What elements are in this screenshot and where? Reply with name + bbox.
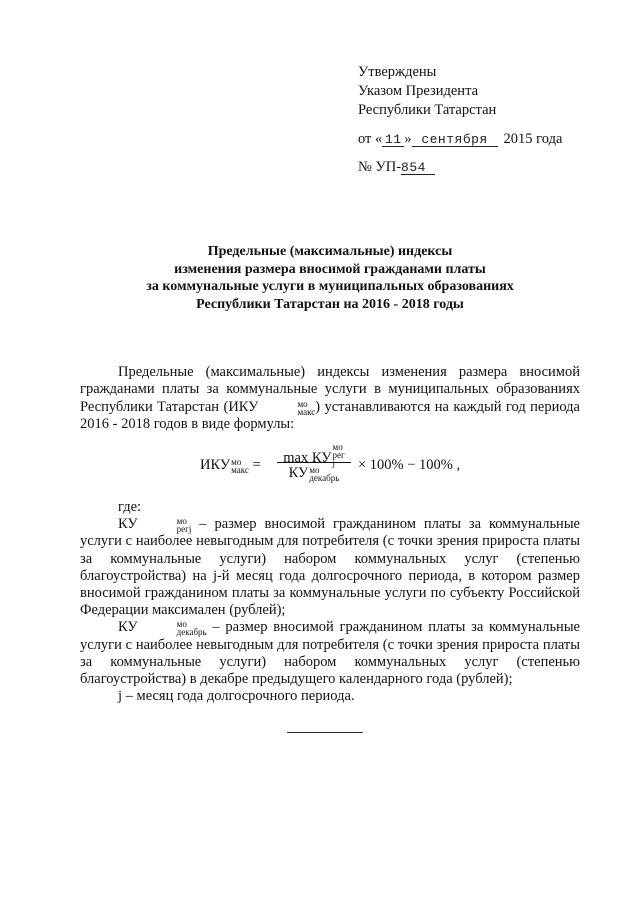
approval-line-3: Республики Татарстан	[358, 102, 497, 118]
intro-paragraph	[80, 364, 580, 434]
title-line-1: Предельные (максимальные) индексы	[207, 244, 453, 259]
approval-line-2: Указом Президента	[358, 83, 479, 99]
formula-numerator: max КУ мо рег j	[283, 442, 345, 468]
number-prefix: № УП-	[358, 159, 402, 175]
definition-1: КУ мо регj – размер вносимой гражданином платы за коммунальные услуги с наиболее невыгодным для потребителя (с точки зрения прироста платы за коммунальные услуги) набором коммунальных услуг (степенью благоустройства) на j-й месяц года долгосрочного периода, в котором размер вносимой гражданином платы за коммунальные услуги по субъекту Российской Федерации максимален (рублей);	[80, 516, 580, 619]
where-label: где:	[118, 499, 142, 515]
formula	[200, 443, 500, 493]
definition-2: КУ мо декабрь – размер вносимой гражданином платы за коммунальные услуги с наиболее невыгодным для потребителя (с точки зрения прироста платы за коммунальные услуги) набором коммунальных услуг (степенью благоустройства) в декабре предыдущего календарного года (рублей);	[80, 619, 580, 688]
intro-text-1: Предельные (максимальные) индексы изменения размера вносимой гражданами платы за коммунальные услуги в муниципальных образованиях Республики Татарстан (ИКУ	[80, 364, 580, 415]
approval-date	[358, 130, 562, 149]
document-title	[80, 243, 580, 313]
date-prefix: от «	[358, 131, 383, 147]
formula-denominator: КУ мо декабрь	[288, 465, 340, 483]
end-divider	[287, 732, 363, 733]
date-year: 2015 года	[503, 131, 563, 147]
date-month: сентября	[412, 133, 498, 147]
title-line-2: изменения размера вносимой гражданами платы	[174, 261, 486, 277]
date-mid: »	[404, 131, 412, 147]
approval-stamp	[358, 63, 562, 177]
intro-text-2: ) устанавливаются на каждый год периода 2016 - 2018 годов в виде формулы:	[80, 398, 580, 433]
formula-rhs: × 100% − 100% ,	[358, 457, 461, 473]
formula-fraction	[275, 443, 353, 482]
number-value: 854	[401, 161, 435, 175]
definitions	[80, 499, 580, 705]
approval-number	[358, 158, 562, 177]
intro-index: мо макс	[297, 398, 316, 417]
title-line-3: за коммунальные услуги в муниципальных образованиях	[146, 279, 514, 294]
date-day: 11	[382, 133, 404, 147]
definition-3: j – месяц года долгосрочного периода.	[118, 688, 355, 705]
title-line-4: Республики Татарстан на 2016 - 2018 годы	[196, 296, 464, 312]
formula-lhs: ИКУ мо макс =	[200, 457, 261, 475]
approval-line-1: Утверждены	[358, 64, 437, 80]
